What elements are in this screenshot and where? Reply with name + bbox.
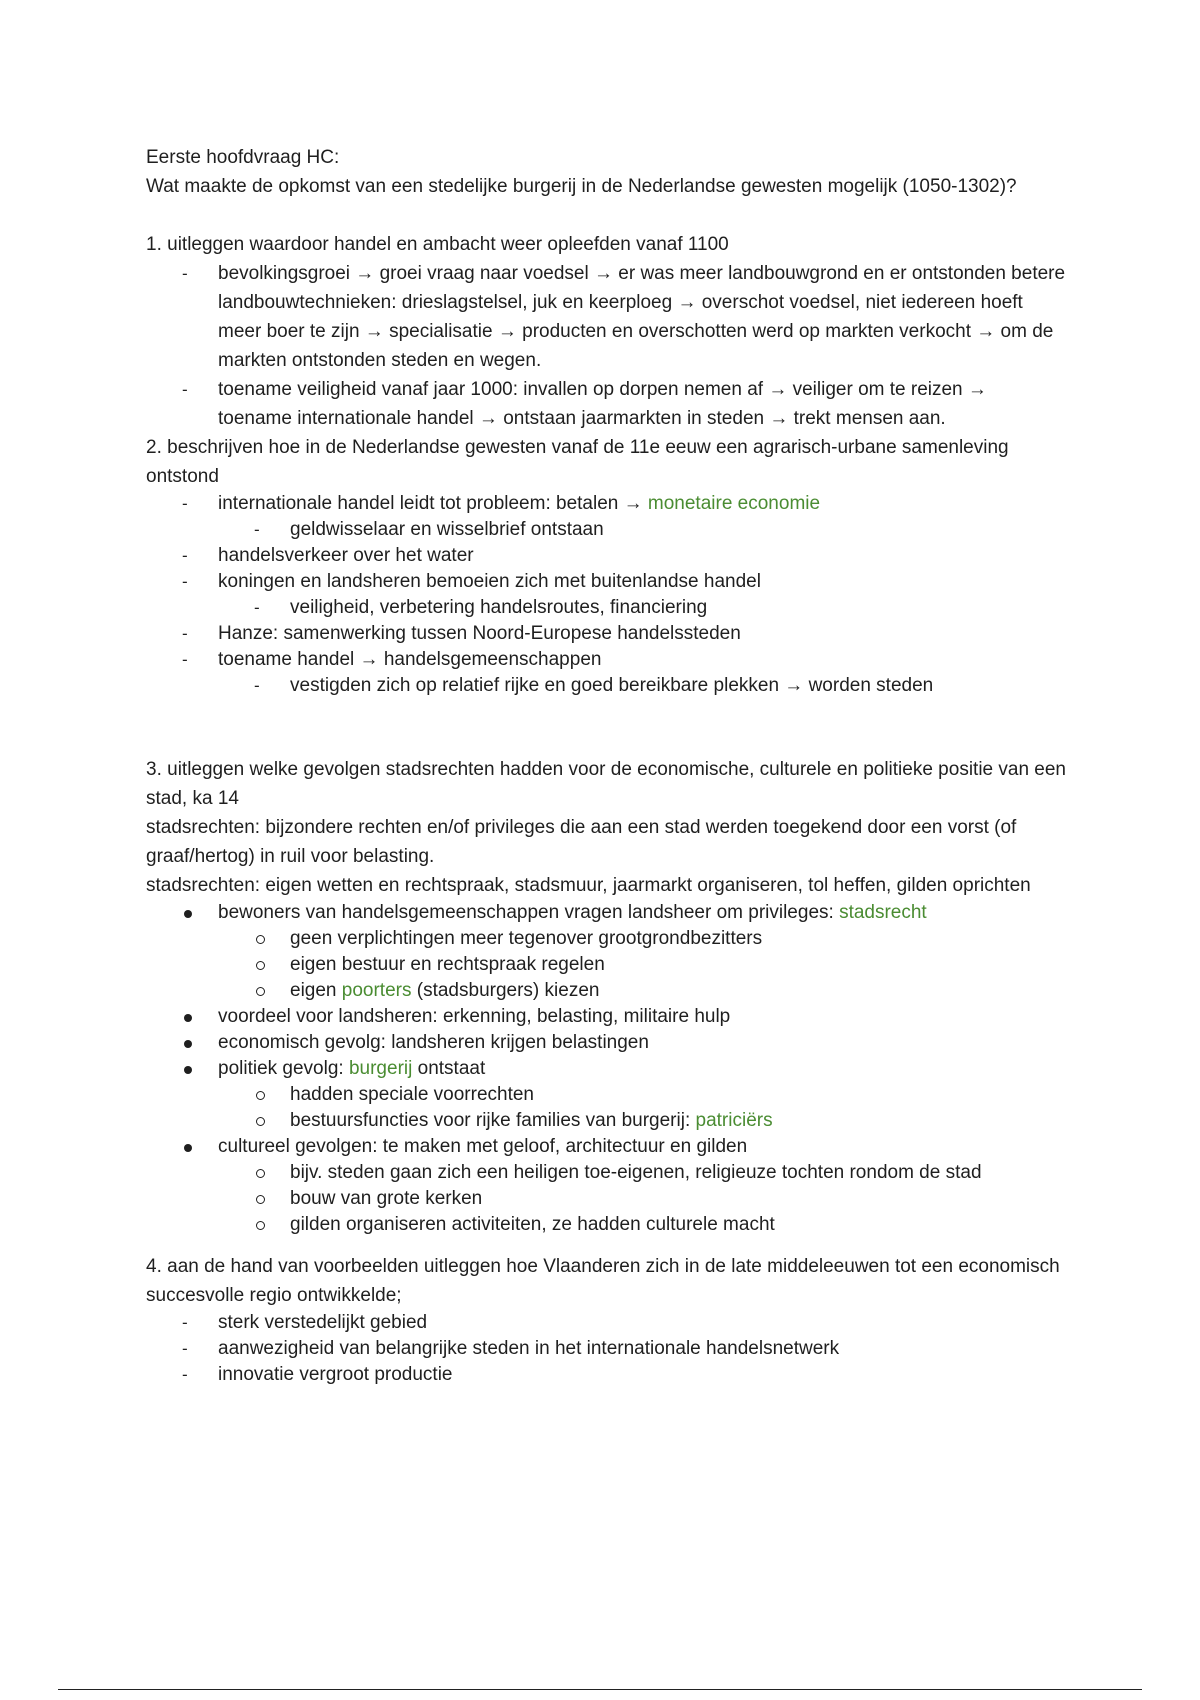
- q3-title: 3. uitleggen welke gevolgen stadsrechten hadden voor de economische, culturele en politieke positie van een stad, ka 14: [146, 759, 1066, 809]
- circle-bullet-icon: [256, 1117, 265, 1126]
- list-item: - toename handel → handelsgemeenschappen: [146, 647, 1066, 673]
- list-item: - veiligheid, verbetering handelsroutes, financiering: [146, 595, 1066, 621]
- q4-list: [146, 1310, 1066, 1388]
- dash-bullet: -: [182, 1339, 188, 1358]
- page-footer-rule: [58, 1689, 1142, 1690]
- circle-bullet-icon: [256, 961, 265, 970]
- bullet-icon: [184, 1144, 192, 1152]
- list-item: - sterk verstedelijkt gebied: [146, 1310, 1066, 1336]
- key-term: monetaire economie: [647, 493, 821, 514]
- main-question: Wat maakte de opkomst van een stedelijke burgerij in de Nederlandse gewesten mogelijk (1050-1302)?: [146, 176, 1017, 197]
- dash-bullet: -: [182, 380, 188, 399]
- circle-bullet-icon: [256, 1169, 265, 1178]
- list-item: - bevolkingsgroei → groei vraag naar voedsel → er was meer landbouwgrond en er ontstonden betere landbouwtechnieken: drieslagstelsel, juk en keerploeg → overschot voedsel, niet iedereen hoeft meer boer te zijn → specialisatie → producten en overschotten werd op markten verkocht → om de markten ontstonden steden en wegen.: [146, 259, 1066, 375]
- dash-bullet: -: [254, 520, 260, 539]
- list-item: bijv. steden gaan zich een heiligen toe-eigenen, religieuze tochten rondom de stad: [146, 1160, 1066, 1186]
- list-item: - aanwezigheid van belangrijke steden in het internationale handelsnetwerk: [146, 1336, 1066, 1362]
- bullet-icon: [184, 1014, 192, 1022]
- key-term: poorters: [341, 980, 412, 1001]
- dash-bullet: -: [182, 264, 188, 283]
- list-item: - toename veiligheid vanaf jaar 1000: invallen op dorpen nemen af → veiliger om te reizen → toename internationale handel → ontstaan jaarmarkten in steden → trekt mensen aan.: [146, 375, 1066, 433]
- q1-title: 1. uitleggen waardoor handel en ambacht weer opleefden vanaf 1100: [146, 234, 729, 255]
- dash-bullet: -: [182, 494, 188, 513]
- heading-label: Eerste hoofdvraag HC:: [146, 147, 340, 168]
- bullet-icon: [184, 1040, 192, 1048]
- key-term: burgerij: [348, 1058, 413, 1079]
- list-item: hadden speciale voorrechten: [146, 1082, 1066, 1108]
- circle-bullet-icon: [256, 1195, 265, 1204]
- dash-bullet: -: [182, 572, 188, 591]
- q4-title: 4. aan de hand van voorbeelden uitleggen hoe Vlaanderen zich in de late middeleeuwen tot een economisch succesvolle regio ontwikkelde;: [146, 1256, 1060, 1306]
- list-item: geen verplichtingen meer tegenover grootgrondbezitters: [146, 926, 1066, 952]
- list-item: economisch gevolg: landsheren krijgen belastingen: [146, 1030, 1066, 1056]
- list-item: - internationale handel leidt tot probleem: betalen → monetaire economie: [146, 491, 1066, 517]
- circle-bullet-icon: [256, 1091, 265, 1100]
- circle-bullet-icon: [256, 935, 265, 944]
- q2-title: 2. beschrijven hoe in de Nederlandse gewesten vanaf de 11e eeuw een agrarisch-urbane samenleving ontstond: [146, 437, 1009, 487]
- dash-bullet: -: [182, 546, 188, 565]
- dash-bullet: -: [182, 1365, 188, 1384]
- definition: stadsrechten: eigen wetten en rechtspraak, stadsmuur, jaarmarkt organiseren, tol heffen, gilden oprichten: [146, 875, 1031, 896]
- key-term: patriciërs: [695, 1110, 773, 1131]
- document-page: [146, 143, 1066, 1388]
- list-item: - Hanze: samenwerking tussen Noord-Europese handelssteden: [146, 621, 1066, 647]
- q2-list: [146, 491, 1066, 699]
- list-item: gilden organiseren activiteiten, ze hadden culturele macht: [146, 1212, 1066, 1238]
- key-term: stadsrecht: [839, 902, 927, 923]
- list-item: cultureel gevolgen: te maken met geloof, architectuur en gilden: [146, 1134, 1066, 1160]
- list-item: eigen bestuur en rechtspraak regelen: [146, 952, 1066, 978]
- q1-list: [146, 259, 1066, 433]
- dash-bullet: -: [182, 624, 188, 643]
- circle-bullet-icon: [256, 987, 265, 996]
- dash-bullet: -: [182, 1313, 188, 1332]
- list-item: bewoners van handelsgemeenschappen vragen landsheer om privileges: stadsrecht: [146, 900, 1066, 926]
- list-item: politiek gevolg: burgerij ontstaat: [146, 1056, 1066, 1082]
- list-item: eigen poorters (stadsburgers) kiezen: [146, 978, 1066, 1004]
- list-item: bestuursfuncties voor rijke families van burgerij: patriciërs: [146, 1108, 1066, 1134]
- list-item: voordeel voor landsheren: erkenning, belasting, militaire hulp: [146, 1004, 1066, 1030]
- definition: stadsrechten: bijzondere rechten en/of privileges die aan een stad werden toegekend door een vorst (of graaf/hertog) in ruil voor belasting.: [146, 817, 1017, 867]
- dash-bullet: -: [254, 598, 260, 617]
- bullet-icon: [184, 910, 192, 918]
- list-item: - koningen en landsheren bemoeien zich met buitenlandse handel: [146, 569, 1066, 595]
- list-item: - innovatie vergroot productie: [146, 1362, 1066, 1388]
- list-item: bouw van grote kerken: [146, 1186, 1066, 1212]
- dash-bullet: -: [182, 650, 188, 669]
- list-item: - geldwisselaar en wisselbrief ontstaan: [146, 517, 1066, 543]
- q3-list: [146, 900, 1066, 1238]
- circle-bullet-icon: [256, 1221, 265, 1230]
- list-item: - vestigden zich op relatief rijke en goed bereikbare plekken → worden steden: [146, 673, 1066, 699]
- bullet-icon: [184, 1066, 192, 1074]
- dash-bullet: -: [254, 676, 260, 695]
- list-item: - handelsverkeer over het water: [146, 543, 1066, 569]
